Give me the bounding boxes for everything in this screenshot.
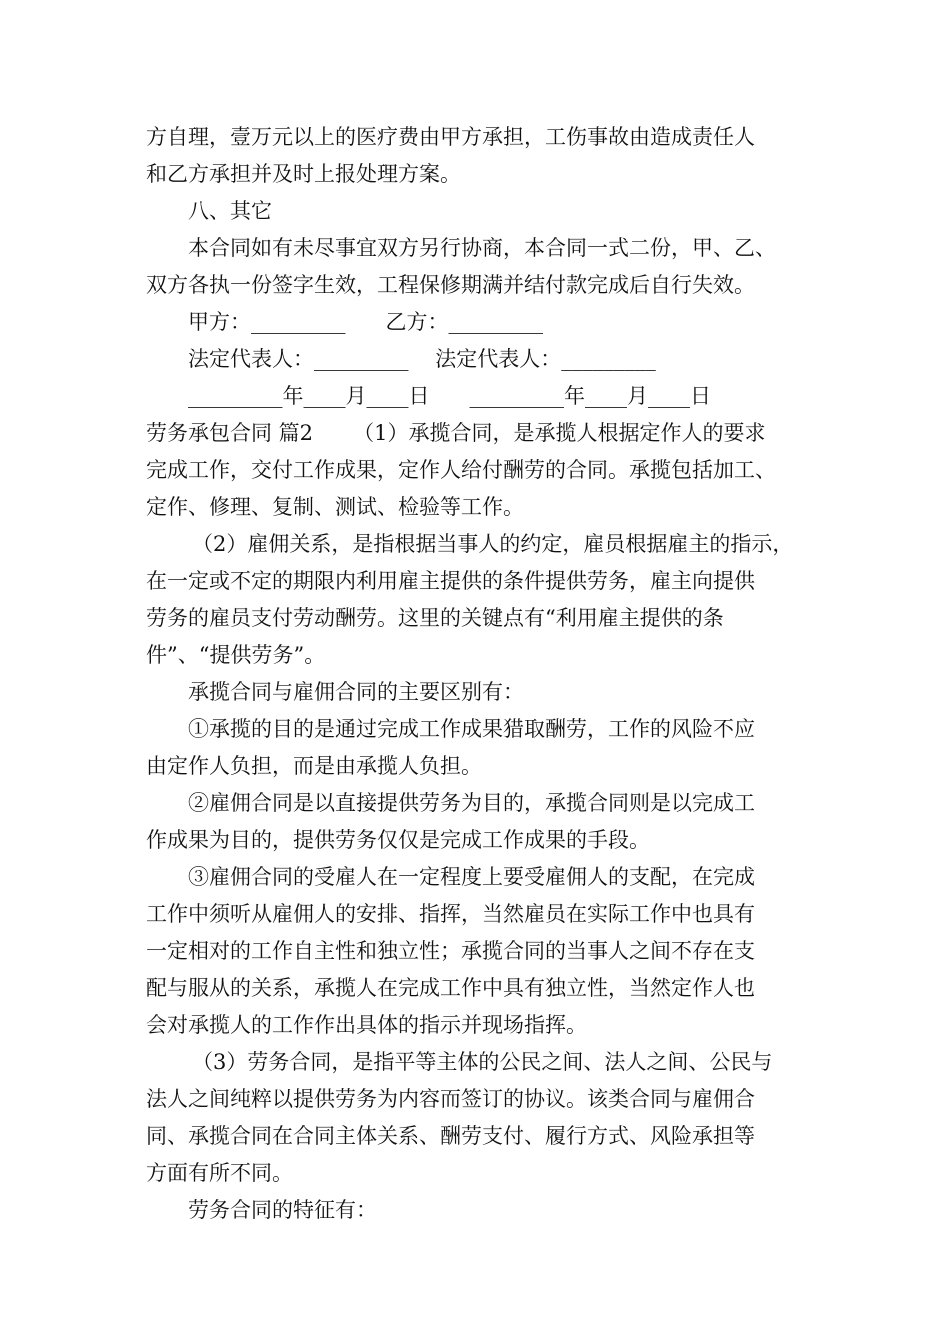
text-line: 和乙方承担并及时上报处理方案。 — [146, 162, 461, 186]
signature-representative-line: 法定代表人：_________ 法定代表人：_________ — [188, 347, 656, 371]
text-line: 一定相对的工作自主性和独立性；承揽合同的当事人之间不存在支 — [146, 939, 755, 963]
text-line: 方自理，壹万元以上的医疗费由甲方承担，工伤事故由造成责任人 — [146, 125, 755, 149]
signature-party-line: 甲方：_________ 乙方：_________ — [188, 310, 544, 334]
text-line: 双方各执一份签字生效，工程保修期满并结付款完成后自行失效。 — [146, 273, 755, 297]
text-line: 劳务合同的特征有： — [188, 1198, 377, 1222]
section-heading: 八、其它 — [188, 199, 272, 223]
text-line: 承揽合同与雇佣合同的主要区别有： — [188, 680, 524, 704]
text-line: 由定作人负担，而是由承揽人负担。 — [146, 754, 482, 778]
text-line: 工作中须听从雇佣人的安排、指挥，当然雇员在实际工作中也具有 — [146, 902, 755, 926]
text-line: 劳务的雇员支付劳动酬劳。这里的关键点有“利用雇主提供的条 — [146, 606, 724, 630]
text-line: 完成工作，交付工作成果，定作人给付酬劳的合同。承揽包括加工、 — [146, 458, 776, 482]
text-line: 会对承揽人的工作作出具体的指示并现场指挥。 — [146, 1013, 587, 1037]
text-line: 法人之间纯粹以提供劳务为内容而签订的协议。该类合同与雇佣合 — [146, 1087, 755, 1111]
text-line: ②雇佣合同是以直接提供劳务为目的，承揽合同则是以完成工 — [188, 791, 755, 815]
text-line: 定作、修理、复制、测试、检验等工作。 — [146, 495, 524, 519]
text-line: （2）雇佣关系，是指根据当事人的约定，雇员根据雇主的指示， — [192, 532, 794, 556]
text-line: 在一定或不定的期限内利用雇主提供的条件提供劳务，雇主向提供 — [146, 569, 755, 593]
text-line: ①承揽的目的是通过完成工作成果猎取酬劳，工作的风险不应 — [188, 717, 755, 741]
text-line: ③雇佣合同的受雇人在一定程度上要受雇佣人的支配，在完成 — [188, 865, 755, 889]
text-line: 方面有所不同。 — [146, 1161, 293, 1185]
text-line: 同、承揽合同在合同主体关系、酬劳支付、履行方式、风险承担等 — [146, 1124, 755, 1148]
text-line: 配与服从的关系，承揽人在完成工作中具有独立性，当然定作人也 — [146, 976, 755, 1000]
text-line: 作成果为目的，提供劳务仅仅是完成工作成果的手段。 — [146, 828, 650, 852]
signature-date-line: _________年____月____日 _________年____月____日 — [188, 384, 712, 408]
text-line: 劳务承包合同 篇2 （1）承揽合同，是承揽人根据定作人的要求 — [146, 421, 766, 445]
text-line: 件”、“提供劳务”。 — [146, 643, 326, 667]
text-line: （3）劳务合同，是指平等主体的公民之间、法人之间、公民与 — [192, 1050, 773, 1074]
text-line: 本合同如有未尽事宜双方另行协商，本合同一式二份，甲、乙、 — [188, 236, 776, 260]
